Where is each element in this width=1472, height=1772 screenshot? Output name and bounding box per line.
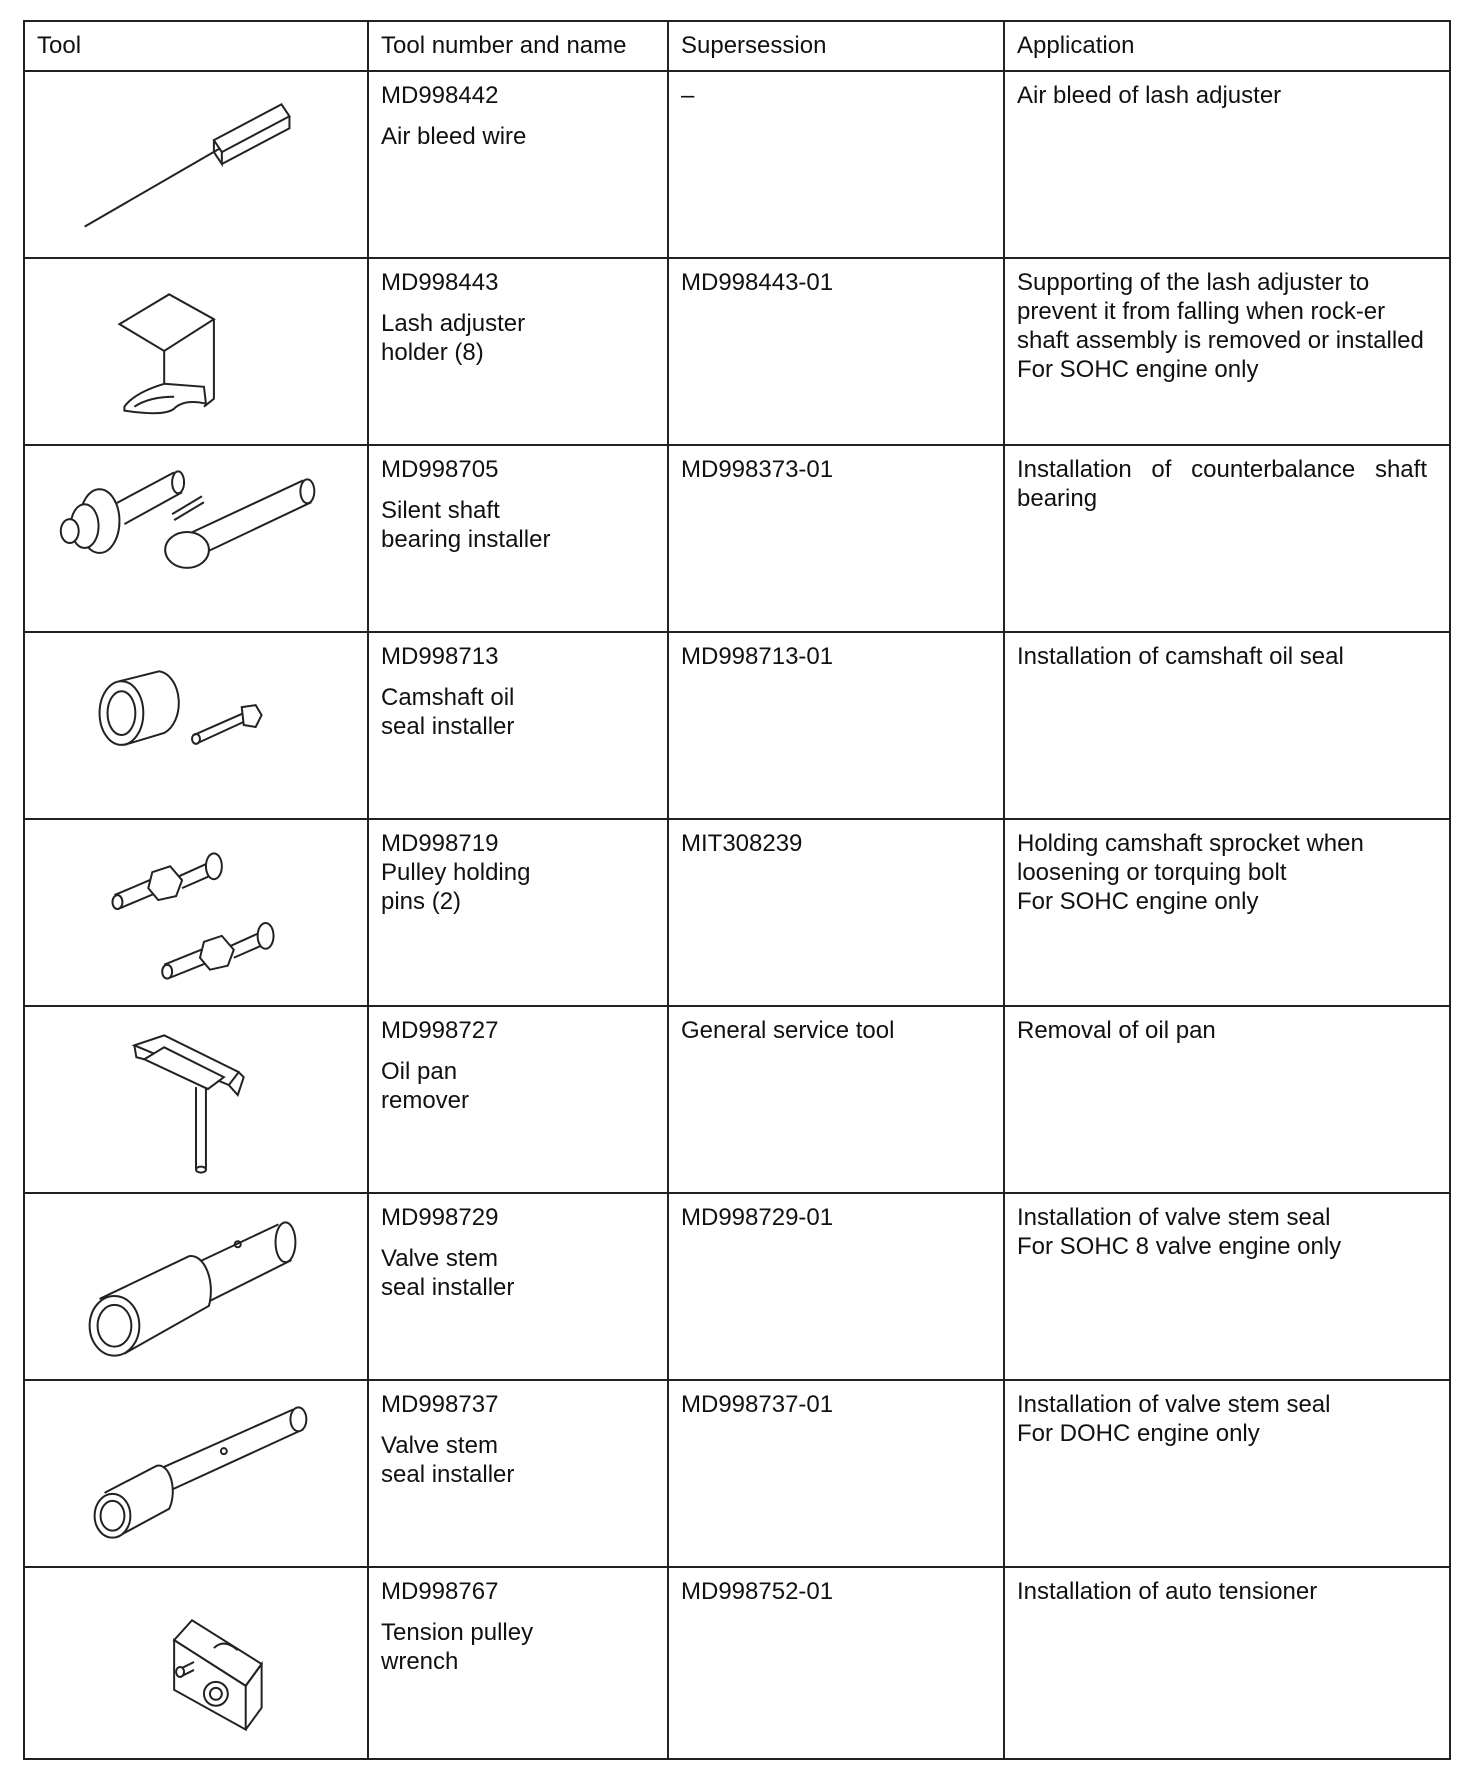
table-row xyxy=(24,819,1450,1006)
application-text: Removal of oil pan xyxy=(1017,1017,1216,1044)
special-tools-table xyxy=(23,20,1451,1760)
bearing-installer-icon xyxy=(25,446,367,631)
header-tool: Tool xyxy=(24,21,368,71)
table-row xyxy=(24,71,1450,258)
table-row xyxy=(24,1380,1450,1567)
application-text: Supporting of the lash adjuster to prevent it from falling when rock-er shaft assembly is removed or installed For SOHC engine only xyxy=(1017,269,1424,383)
tool-number-name-cell xyxy=(368,819,668,1006)
supersession-cell xyxy=(668,1380,1004,1567)
header-supersession: Supersession xyxy=(668,21,1004,71)
air-bleed-wire-icon xyxy=(25,72,367,257)
supersession-value: – xyxy=(681,82,695,109)
table-row xyxy=(24,1006,1450,1193)
tool-name: Valve stem seal installer xyxy=(381,1432,515,1488)
tool-number-name-cell xyxy=(368,445,668,632)
tool-number-name-cell xyxy=(368,1006,668,1193)
tool-number-name-cell xyxy=(368,1567,668,1759)
tool-name: Air bleed wire xyxy=(381,123,527,150)
application-cell xyxy=(1004,632,1450,819)
application-cell xyxy=(1004,71,1450,258)
tool-name: Lash adjuster holder (8) xyxy=(381,310,526,366)
application-text: Installation of counterbalance shaft bearing xyxy=(1017,456,1427,512)
supersession-value: MD998713-01 xyxy=(681,643,834,670)
application-cell xyxy=(1004,445,1450,632)
pulley-holding-pins-icon xyxy=(25,820,367,1005)
tool-number: MD998443 xyxy=(381,269,499,296)
tool-number: MD998767 xyxy=(381,1578,499,1605)
application-cell xyxy=(1004,819,1450,1006)
application-text: Installation of valve stem seal For SOHC 8 valve engine only xyxy=(1017,1204,1342,1260)
supersession-cell xyxy=(668,1567,1004,1759)
supersession-cell xyxy=(668,1006,1004,1193)
valve-stem-seal-installer-icon xyxy=(25,1194,367,1379)
table-row xyxy=(24,1193,1450,1380)
tool-illustration-cell xyxy=(24,445,368,632)
header-application: Application xyxy=(1004,21,1450,71)
tool-number-name-cell xyxy=(368,1380,668,1567)
supersession-cell xyxy=(668,1193,1004,1380)
oil-pan-remover-icon xyxy=(25,1007,367,1192)
tool-number-name-cell xyxy=(368,1193,668,1380)
application-text: Installation of valve stem seal For DOHC engine only xyxy=(1017,1391,1331,1447)
application-cell xyxy=(1004,1193,1450,1380)
table-row xyxy=(24,258,1450,445)
tool-number: MD998737 xyxy=(381,1391,499,1418)
supersession-value: MD998443-01 xyxy=(681,269,834,296)
supersession-cell xyxy=(668,258,1004,445)
tool-number-name-cell xyxy=(368,258,668,445)
tension-pulley-wrench-icon xyxy=(25,1568,367,1753)
tool-illustration-cell xyxy=(24,258,368,445)
application-cell xyxy=(1004,1380,1450,1567)
tool-illustration-cell xyxy=(24,1567,368,1759)
tool-name: Silent shaft bearing installer xyxy=(381,497,551,553)
supersession-value: MD998752-01 xyxy=(681,1578,834,1605)
table-row xyxy=(24,632,1450,819)
application-cell xyxy=(1004,1567,1450,1759)
tool-illustration-cell xyxy=(24,71,368,258)
table-row xyxy=(24,445,1450,632)
camshaft-seal-installer-icon xyxy=(25,633,367,818)
tool-name: Tension pulley wrench xyxy=(381,1619,534,1675)
application-cell xyxy=(1004,258,1450,445)
supersession-value: General service tool xyxy=(681,1017,895,1044)
tool-name: Camshaft oil seal installer xyxy=(381,684,515,740)
application-text: Installation of camshaft oil seal xyxy=(1017,643,1344,670)
tool-illustration-cell xyxy=(24,1193,368,1380)
tool-number: MD998729 xyxy=(381,1204,499,1231)
header-tool-number-name: Tool number and name xyxy=(368,21,668,71)
tool-number: MD998442 xyxy=(381,82,499,109)
supersession-value: MD998737-01 xyxy=(681,1391,834,1418)
header-row xyxy=(24,21,1450,71)
tool-illustration-cell xyxy=(24,632,368,819)
supersession-cell xyxy=(668,445,1004,632)
lash-adjuster-holder-icon xyxy=(25,259,367,444)
valve-stem-seal-installer-dohc-icon xyxy=(25,1381,367,1566)
application-text: Air bleed of lash adjuster xyxy=(1017,82,1282,109)
tool-name: Pulley holding pins (2) xyxy=(381,859,531,915)
tool-illustration-cell xyxy=(24,1006,368,1193)
supersession-cell xyxy=(668,632,1004,819)
supersession-value: MIT308239 xyxy=(681,830,803,857)
tool-number: MD998713 xyxy=(381,643,499,670)
supersession-value: MD998373-01 xyxy=(681,456,834,483)
table-row xyxy=(24,1567,1450,1759)
tool-number-name-cell xyxy=(368,71,668,258)
tool-name: Oil pan remover xyxy=(381,1058,470,1114)
application-text: Installation of auto tensioner xyxy=(1017,1578,1318,1605)
tool-number: MD998727 xyxy=(381,1017,499,1044)
tool-number: MD998705 xyxy=(381,456,499,483)
tool-illustration-cell xyxy=(24,819,368,1006)
tool-number-name-cell xyxy=(368,632,668,819)
tool-number: MD998719 xyxy=(381,830,499,857)
tool-illustration-cell xyxy=(24,1380,368,1567)
supersession-cell xyxy=(668,819,1004,1006)
application-cell xyxy=(1004,1006,1450,1193)
tool-name: Valve stem seal installer xyxy=(381,1245,515,1301)
supersession-value: MD998729-01 xyxy=(681,1204,834,1231)
application-text: Holding camshaft sprocket when loosening or torquing bolt For SOHC engine only xyxy=(1017,830,1364,915)
supersession-cell xyxy=(668,71,1004,258)
